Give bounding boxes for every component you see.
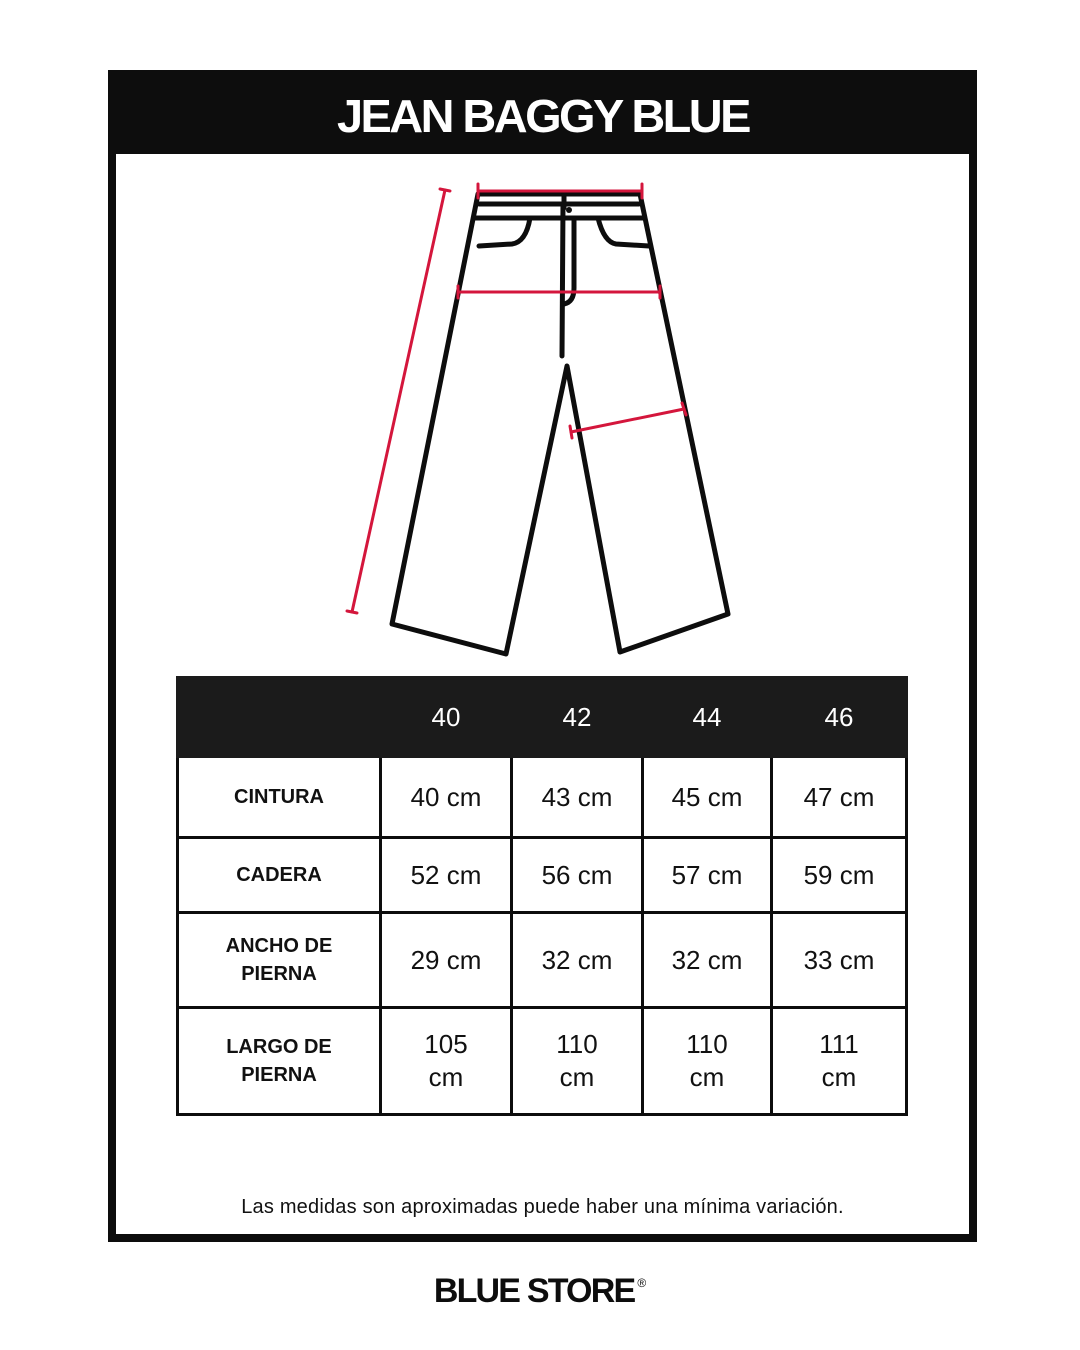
table-cell: 59 cm [772,838,907,913]
registered-mark: ® [637,1276,647,1290]
table-cell: 110 cm [512,1008,643,1115]
table-cell: 47 cm [772,757,907,838]
page-title: JEAN BAGGY BLUE [336,90,749,142]
table-corner [178,678,381,757]
size-46-header: 46 [772,678,907,757]
size-44-header: 44 [643,678,772,757]
front-pocket-left [479,218,530,246]
table-cell: 33 cm [772,913,907,1008]
table-cell: 105 cm [381,1008,512,1115]
row-label: CINTURA [178,757,381,838]
table-cell: 32 cm [643,913,772,1008]
table-cell: 56 cm [512,838,643,913]
table-cell: 43 cm [512,757,643,838]
table-row [178,838,907,913]
table-row [178,757,907,838]
size-guide-card [108,70,977,1242]
jeans-diagram-icon [116,78,969,678]
size-table [176,676,908,1116]
table-cell: 57 cm [643,838,772,913]
disclaimer-note: Las medidas son aproximadas puede haber una mínima variación. [241,1196,844,1218]
row-label: CADERA [178,838,381,913]
size-header-row [178,678,907,757]
size-40-header: 40 [381,678,512,757]
table-cell: 29 cm [381,913,512,1008]
row-label: LARGO DE PIERNA [178,1008,381,1115]
button-icon [566,207,572,213]
size-42-header: 42 [512,678,643,757]
table-cell: 52 cm [381,838,512,913]
table-cell: 40 cm [381,757,512,838]
brand-name: BLUE STORE [433,1272,635,1310]
table-row [178,913,907,1008]
table-cell: 45 cm [643,757,772,838]
table-cell: 32 cm [512,913,643,1008]
waistband [474,204,643,218]
table-cell: 111 cm [772,1008,907,1115]
fly-line [562,204,563,356]
jeans-outline [392,194,728,654]
leg-width-measure-line [571,409,684,432]
front-pocket-right [598,218,649,246]
leg-length-measure-line [352,190,445,612]
table-row [178,1008,907,1115]
table-cell: 110 cm [643,1008,772,1115]
row-label: ANCHO DE PIERNA [178,913,381,1008]
brand-logo [0,1272,1080,1311]
